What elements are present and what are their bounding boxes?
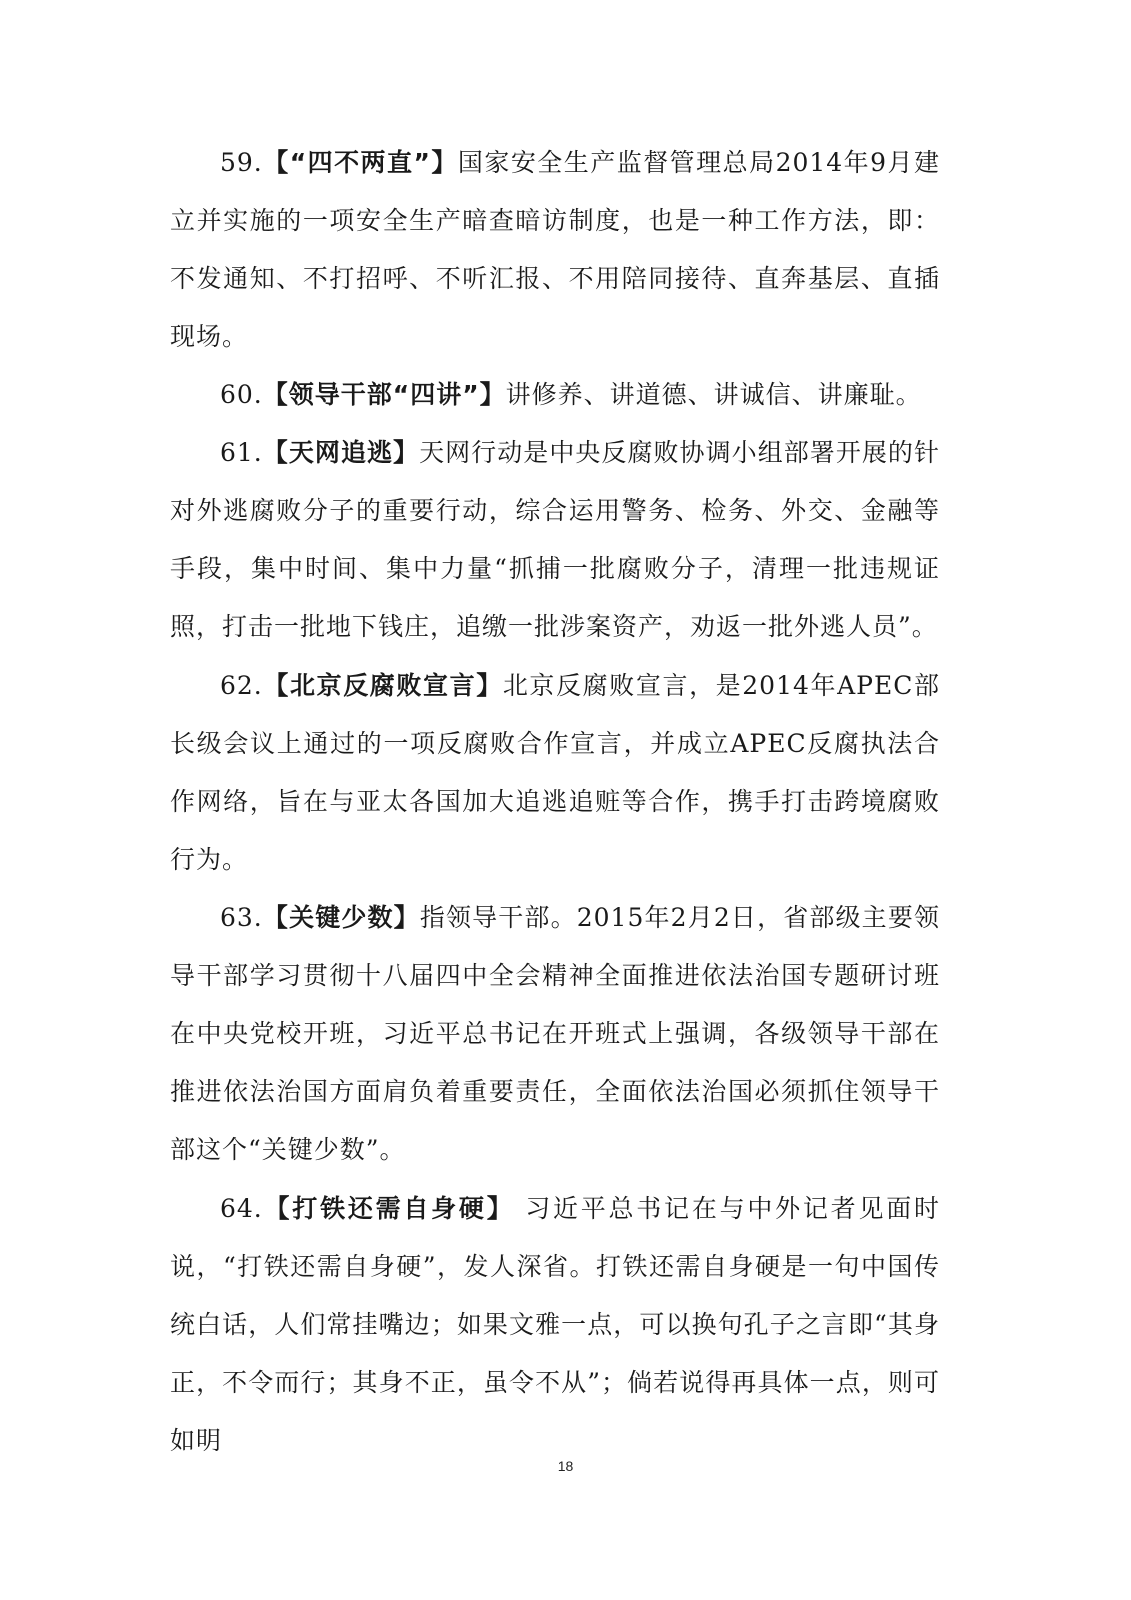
entry-number: 60. — [220, 380, 263, 409]
entry-number: 64. — [220, 1194, 263, 1223]
entry-63 — [170, 889, 940, 1179]
entry-body: 北京反腐败宣言，是2014年APEC部长级会议上通过的一项反腐败合作宣言，并成立APEC反腐执法合作网络，旨在与亚太各国加大追逃追赃等合作，携手打击跨境腐败行为。 — [170, 671, 940, 874]
entry-term: 【北京反腐败宣言】 — [262, 671, 503, 700]
entry-61 — [170, 424, 940, 656]
entry-number: 63. — [220, 903, 263, 932]
entry-term: 【“四不两直”】 — [262, 148, 458, 177]
entry-60 — [170, 366, 940, 424]
entry-body: 习近平总书记在与中外记者见面时说，“打铁还需自身硬”，发人深省。打铁还需自身硬是一句中国传统白话，人们常挂嘴边；如果文雅一点，可以换句孔子之言即“其身正，不令而行；其身不正，虽令不从”；倘若说得再具体一点，则可如明 — [170, 1194, 940, 1455]
entry-59 — [170, 134, 940, 366]
entry-body: 天网行动是中央反腐败协调小组部署开展的针对外逃腐败分子的重要行动，综合运用警务、检务、外交、金融等手段，集中时间、集中力量“抓捕一批腐败分子，清理一批违规证照，打击一批地下钱庄，追缴一批涉案资产，劝返一批外逃人员”。 — [170, 438, 940, 641]
entry-body: 讲修养、讲道德、讲诚信、讲廉耻。 — [505, 380, 922, 409]
entry-term: 【打铁还需自身硬】 — [262, 1194, 515, 1223]
entry-number: 61. — [220, 438, 263, 467]
entry-number: 59. — [220, 148, 263, 177]
entry-64 — [170, 1180, 940, 1470]
entry-62 — [170, 657, 940, 889]
entry-number: 62. — [220, 671, 263, 700]
entry-term: 【天网追逃】 — [262, 438, 420, 467]
page-number: 18 — [557, 1458, 574, 1474]
entry-body: 国家安全生产监督管理总局2014年9月建立并实施的一项安全生产暗查暗访制度，也是一种工作方法，即：不发通知、不打招呼、不听汇报、不用陪同接待、直奔基层、直插现场。 — [170, 148, 940, 351]
entry-term: 【关键少数】 — [262, 903, 420, 932]
entry-body: 指领导干部。2015年2月2日，省部级主要领导干部学习贯彻十八届四中全会精神全面推进依法治国专题研讨班在中央党校开班，习近平总书记在开班式上强调，各级领导干部在推进依法治国方面肩负着重要责任，全面依法治国必须抓住领导干部这个“关键少数”。 — [170, 903, 940, 1164]
entry-term: 【领导干部“四讲”】 — [262, 380, 506, 409]
